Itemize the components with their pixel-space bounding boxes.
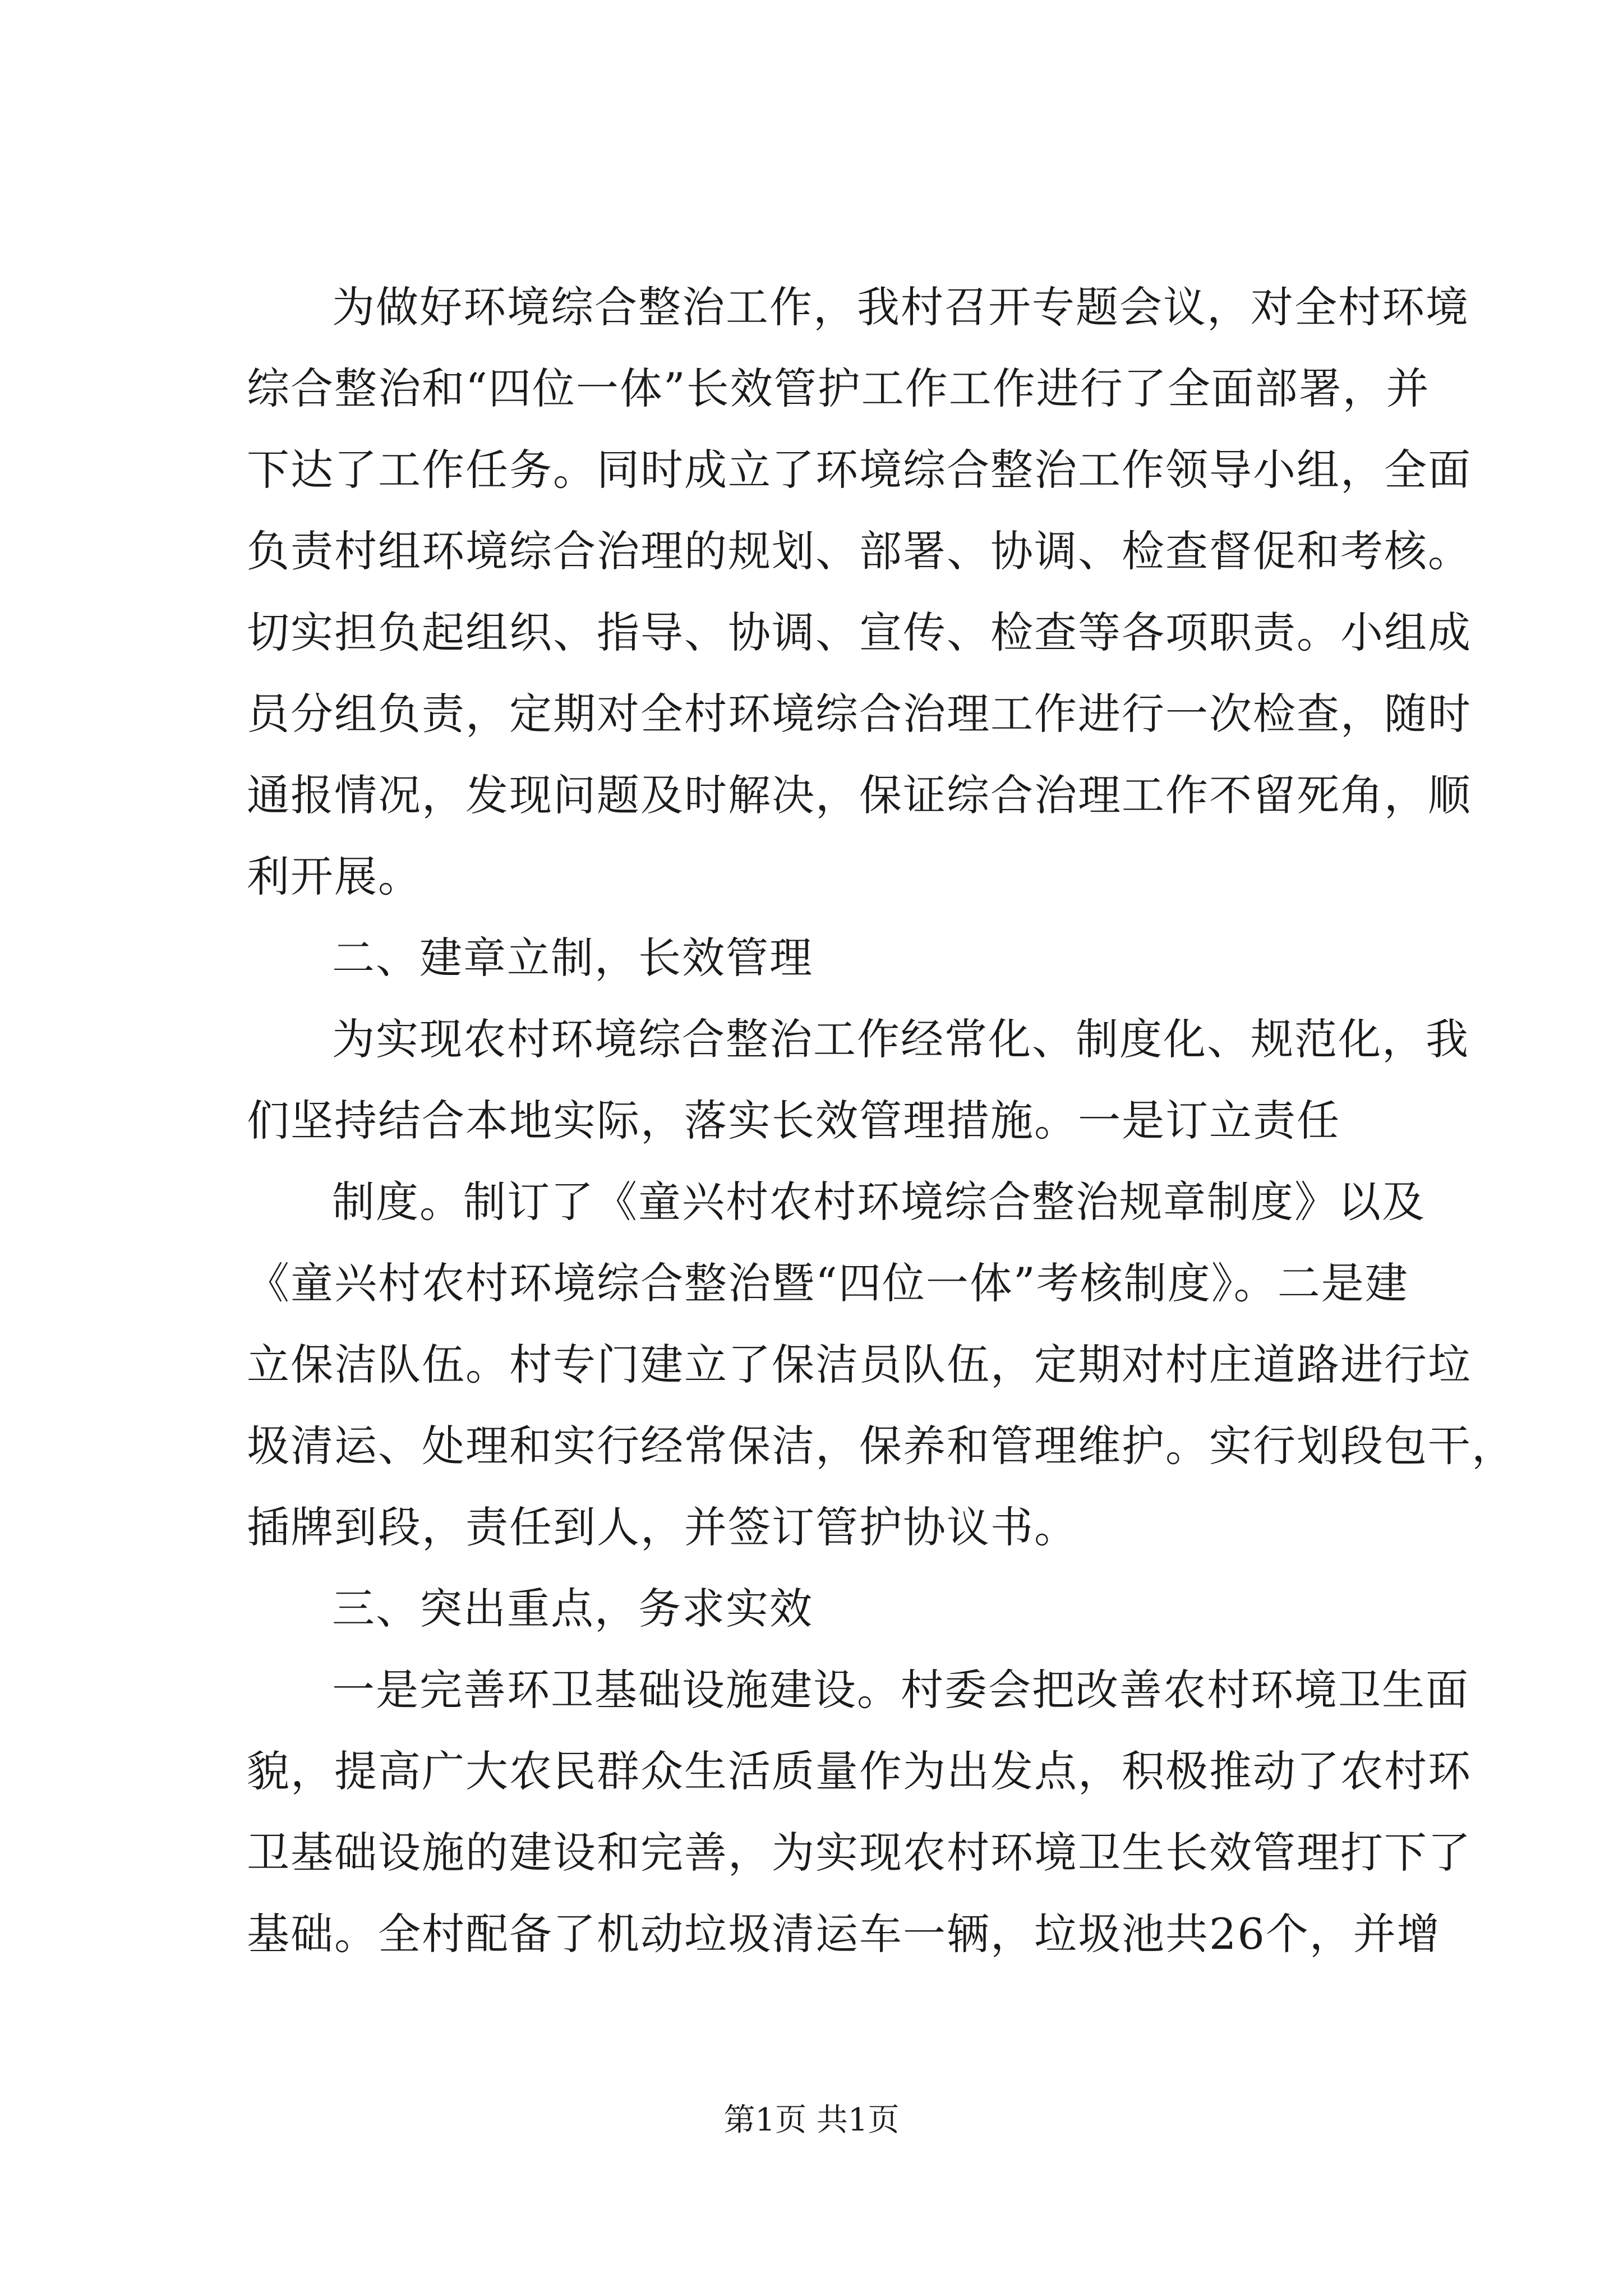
paragraph-line: 为做好环境综合整治工作，我村召开专题会议，对全村环境 bbox=[332, 282, 1469, 332]
section-heading: 三、突出重点，务求实效 bbox=[332, 1584, 813, 1634]
paragraph-line: 《童兴村农村环境综合整治暨“四位一体”考核制度》。二是建 bbox=[247, 1258, 1409, 1308]
paragraph-line: 为实现农村环境综合整治工作经常化、制度化、规范化，我 bbox=[332, 1014, 1469, 1064]
paragraph-line: 貌，提高广大农民群众生活质量作为出发点，积极推动了农村环 bbox=[247, 1746, 1472, 1796]
document-body bbox=[247, 266, 1515, 1975]
paragraph-line: 一是完善环卫基础设施建设。村委会把改善农村环境卫生面 bbox=[332, 1665, 1469, 1715]
paragraph-line: 立保洁队伍。村专门建立了保洁员队伍，定期对村庄道路进行垃 bbox=[247, 1340, 1472, 1389]
section-heading: 二、建章立制，长效管理 bbox=[332, 933, 813, 983]
paragraph-line: 基础。全村配备了机动垃圾清运车一辆，垃圾池共26个，并增 bbox=[247, 1909, 1441, 1959]
paragraph-line: 卫基础设施的建设和完善，为实现农村环境卫生长效管理打下了 bbox=[247, 1828, 1472, 1878]
paragraph-line: 通报情况，发现问题及时解决，保证综合治理工作不留死角，顺 bbox=[247, 770, 1472, 820]
paragraph-line: 们坚持结合本地实际，落实长效管理措施。一是订立责任 bbox=[247, 1096, 1340, 1145]
paragraph-line: 负责村组环境综合治理的规划、部署、协调、检查督促和考核。 bbox=[247, 526, 1472, 576]
paragraph-line: 插牌到段，责任到人，并签订管护协议书。 bbox=[247, 1502, 1078, 1552]
paragraph-line: 圾清运、处理和实行经常保洁，保养和管理维护。实行划段包干， bbox=[247, 1421, 1515, 1471]
paragraph-line: 下达了工作任务。同时成立了环境综合整治工作领导小组，全面 bbox=[247, 445, 1472, 495]
paragraph-line: 切实担负起组织、指导、协调、宣传、检查等各项职责。小组成 bbox=[247, 608, 1472, 657]
paragraph-line: 综合整治和“四位一体”长效管护工作工作进行了全面部署，并 bbox=[247, 364, 1430, 413]
paragraph-line: 利开展。 bbox=[247, 852, 422, 901]
page-footer: 第1页 共1页 bbox=[723, 2102, 900, 2138]
paragraph-line: 员分组负责，定期对全村环境综合治理工作进行一次检查，随时 bbox=[247, 689, 1472, 739]
paragraph-line: 制度。制订了《童兴村农村环境综合整治规章制度》以及 bbox=[332, 1177, 1426, 1227]
